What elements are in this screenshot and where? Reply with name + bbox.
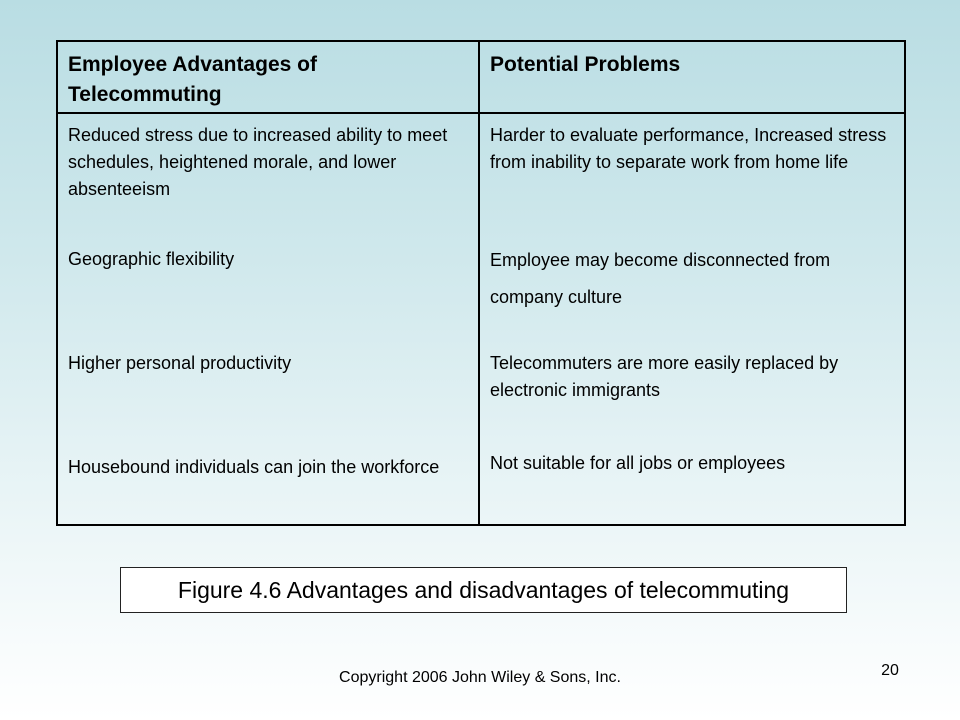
problem-item: Employee may become disconnected from company culture bbox=[490, 250, 831, 307]
advantage-item: Reduced stress due to increased ability to meet schedules, heightened morale, and lower absenteeism bbox=[68, 125, 448, 199]
comparison-table bbox=[56, 40, 906, 526]
header-advantages: Employee Advantages of Telecommuting bbox=[58, 42, 480, 114]
problems-column bbox=[480, 114, 904, 524]
advantage-item: Housebound individuals can join the workforce bbox=[68, 457, 440, 477]
advantage-item: Geographic flexibility bbox=[68, 249, 235, 269]
figure-caption: Figure 4.6 Advantages and disadvantages of telecommuting bbox=[120, 567, 847, 613]
header-problems: Potential Problems bbox=[480, 42, 904, 114]
problem-item: Harder to evaluate performance, Increased stress from inability to separate work from home life bbox=[490, 125, 887, 172]
problem-item: Telecommuters are more easily replaced by electronic immigrants bbox=[490, 353, 839, 400]
problem-item: Not suitable for all jobs or employees bbox=[490, 453, 786, 473]
page-number: 20 bbox=[881, 662, 899, 679]
copyright-text: Copyright 2006 John Wiley & Sons, Inc. bbox=[339, 669, 621, 686]
advantage-item: Higher personal productivity bbox=[68, 353, 292, 373]
advantages-column bbox=[58, 114, 480, 524]
